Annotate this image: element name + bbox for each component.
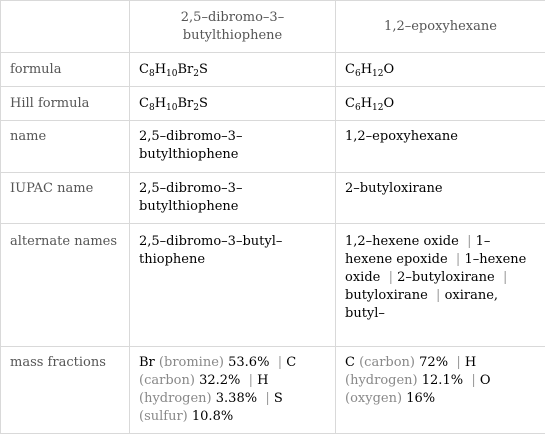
formula-subscript: 2 <box>193 103 199 113</box>
alternate-names-compound-2 <box>336 224 545 347</box>
mass-percent: 3.38% <box>215 391 258 406</box>
formula-element: H <box>360 62 373 77</box>
formula-element: H <box>360 96 373 111</box>
name-compound-1: 2,5–dibromo–3–butylthiophene <box>130 121 336 173</box>
formula-element: C <box>139 96 149 111</box>
alternate-name: butyloxirane <box>345 288 428 303</box>
iupac-name-compound-2: 2–butyloxirane <box>336 173 545 224</box>
formula-subscript: 10 <box>166 69 178 79</box>
mass-fractions-compound-1 <box>130 347 336 434</box>
alternate-name: oxirane, butyl– <box>345 288 499 321</box>
element-name: (hydrogen) <box>139 391 212 406</box>
iupac-name-compound-1: 2,5–dibromo–3–butylthiophene <box>130 173 336 224</box>
row-hill-formula <box>1 87 545 121</box>
row-name <box>1 121 545 173</box>
formula-element: S <box>199 62 208 77</box>
separator: | <box>455 252 461 267</box>
separator: | <box>248 373 254 388</box>
element-name: (bromine) <box>158 355 224 370</box>
row-label-iupac-name: IUPAC name <box>1 173 130 224</box>
formula-subscript: 8 <box>148 103 155 113</box>
alternate-name: 2,5–dibromo–3–butyl–thiophene <box>139 234 283 267</box>
formula-subscript: 12 <box>372 69 384 79</box>
mass-percent: 72% <box>419 355 449 370</box>
formula-element: S <box>199 96 208 111</box>
formula-subscript: 12 <box>372 103 384 113</box>
mass-fractions-compound-2 <box>336 347 545 434</box>
row-label-mass-fractions: mass fractions <box>1 347 130 434</box>
element-name: (oxygen) <box>345 391 403 406</box>
formula-element: C <box>139 62 149 77</box>
separator: | <box>471 373 476 388</box>
formula-element: Br <box>177 96 194 111</box>
element-symbol: H <box>464 355 477 370</box>
alternate-name: 1–hexene oxide <box>345 252 527 285</box>
formula-element: H <box>154 96 167 111</box>
mass-percent: 53.6% <box>228 355 270 370</box>
element-name: (carbon) <box>359 355 416 370</box>
row-alternate-names <box>1 224 545 347</box>
alternate-name: 1–hexene epoxide <box>345 234 491 267</box>
element-symbol: C <box>345 355 355 370</box>
element-symbol: O <box>479 373 491 388</box>
row-label-hill-formula: Hill formula <box>1 87 130 121</box>
formula-element: C <box>345 62 355 77</box>
formula-subscript: 8 <box>148 69 155 79</box>
mass-percent: 32.2% <box>199 373 241 388</box>
element-symbol: S <box>273 391 283 406</box>
formula-subscript: 6 <box>354 69 361 79</box>
separator: | <box>467 234 472 249</box>
element-symbol: C <box>286 355 297 370</box>
formula-element: C <box>345 96 355 111</box>
row-label-formula: formula <box>1 53 130 87</box>
element-name: (carbon) <box>139 373 195 388</box>
formula-element: O <box>383 96 395 111</box>
formula-compound-1 <box>130 53 336 87</box>
row-label-alternate-names: alternate names <box>1 224 130 347</box>
alternate-name: 1,2–hexene oxide <box>345 234 459 249</box>
alternate-name: 2–butyloxirane <box>397 270 495 285</box>
formula-element: O <box>383 62 395 77</box>
formula-compound-2 <box>336 53 545 87</box>
row-mass-fractions <box>1 347 545 434</box>
row-iupac-name <box>1 173 545 224</box>
separator: | <box>502 270 508 285</box>
row-formula <box>1 53 545 87</box>
element-symbol: Br <box>139 355 155 370</box>
separator: | <box>388 270 393 285</box>
separator: | <box>456 355 461 370</box>
separator: | <box>277 355 283 370</box>
header-compound-1: 2,5–dibromo–3–butylthiophene <box>130 1 336 53</box>
alternate-names-compound-1 <box>130 224 336 347</box>
name-compound-2: 1,2–epoxyhexane <box>336 121 545 173</box>
hill-formula-compound-2 <box>336 87 545 121</box>
row-label-name: name <box>1 121 130 173</box>
formula-subscript: 6 <box>354 103 361 113</box>
mass-percent: 12.1% <box>421 373 464 388</box>
formula-element: H <box>154 62 167 77</box>
mass-percent: 16% <box>406 391 436 406</box>
header-row <box>1 1 545 53</box>
element-symbol: H <box>257 373 269 388</box>
header-empty-cell <box>1 1 130 53</box>
element-name: (hydrogen) <box>345 373 418 388</box>
separator: | <box>436 288 441 303</box>
mass-percent: 10.8% <box>191 409 234 424</box>
formula-subscript: 10 <box>166 103 178 113</box>
element-name: (sulfur) <box>139 409 188 424</box>
formula-subscript: 2 <box>193 69 199 79</box>
header-compound-2: 1,2–epoxyhexane <box>336 1 545 53</box>
separator: | <box>265 391 270 406</box>
hill-formula-compound-1 <box>130 87 336 121</box>
formula-element: Br <box>177 62 194 77</box>
